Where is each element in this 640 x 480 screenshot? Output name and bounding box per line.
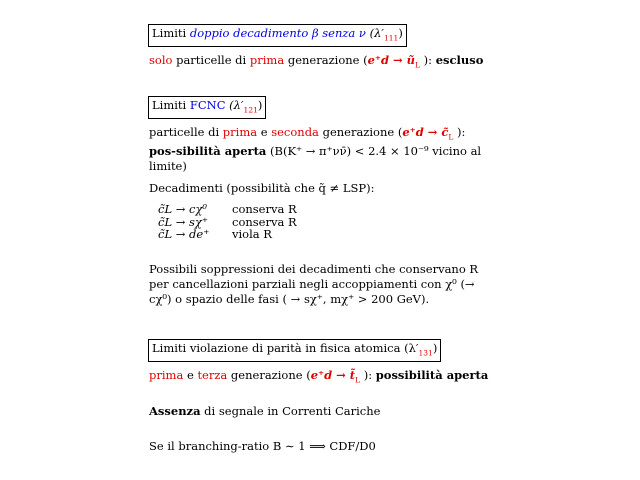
reaction: e⁺d → c̃	[402, 125, 449, 139]
kaon-limit: (B(K⁺ → π⁺νν̄) < 2.4 × 10⁻⁹ vicino al limite)	[149, 144, 482, 174]
box-coupling-index: 121	[243, 105, 258, 115]
highlight-prima: prima	[222, 125, 258, 139]
decay-process: c̃L → de⁺	[158, 227, 210, 241]
text: ):	[453, 125, 466, 139]
box-coupling: (λ′	[225, 98, 244, 112]
decay-process: c̃L → cχ⁰	[158, 202, 208, 216]
assenza-line	[149, 404, 380, 418]
decay-row	[158, 228, 297, 241]
box-coupling: (λ′	[369, 26, 384, 40]
reaction-sub: L	[355, 375, 361, 385]
decay-result: viola R	[232, 227, 272, 241]
assenza-label: Assenza	[149, 404, 201, 418]
text: e	[183, 368, 198, 382]
text: ):	[360, 368, 376, 382]
section2-title-box	[148, 96, 266, 119]
text: generazione (	[227, 368, 311, 382]
section3-statement	[149, 368, 488, 384]
highlight-prima: prima	[149, 368, 184, 382]
box-close: )	[398, 26, 403, 40]
text: particelle di	[149, 125, 223, 139]
result-possibilita-aperta: possibilità aperta	[375, 368, 489, 382]
text: particelle di	[172, 53, 250, 67]
box-coupling-index: 131	[418, 348, 433, 358]
box-text: Limiti violazione di parità in fisica atomica (λ′	[152, 341, 419, 355]
box-prefix: Limiti	[152, 98, 190, 112]
highlight-seconda: seconda	[271, 125, 319, 139]
box-prefix: Limiti	[152, 26, 190, 40]
reaction-sub: L	[415, 60, 421, 70]
decays-intro: Decadimenti (possibilità che q̃ ≠ LSP):	[149, 181, 375, 195]
suppression-note: Possibili soppressioni dei decadimenti che conservano R per cancellazioni parziali negli accoppiamenti con χ⁰ (→ cχ⁰) o spazio delle fasi ( → sχ⁺, mχ⁺ > 200 GeV).	[149, 262, 479, 306]
decay-result: conserva R	[232, 202, 297, 216]
section2-statement	[149, 125, 491, 174]
highlight-solo: solo	[149, 53, 173, 67]
text: ):	[420, 53, 436, 67]
decay-table	[158, 203, 297, 241]
section3-title-box	[148, 339, 441, 362]
result-escluso: escluso	[435, 53, 484, 67]
assenza-text: di segnale in Correnti Cariche	[200, 404, 381, 418]
highlight-terza: terza	[197, 368, 228, 382]
reaction: e⁺d → ũ	[367, 53, 416, 67]
box-close: )	[432, 341, 438, 355]
text: e	[257, 125, 272, 139]
section1-statement	[149, 53, 483, 69]
text: generazione (	[284, 53, 368, 67]
reaction: e⁺d → t̃	[310, 368, 356, 382]
box-coupling-index: 111	[383, 33, 399, 43]
text: generazione (	[318, 125, 403, 139]
branching-line: Se il branching-ratio B ∼ 1 ⟹ CDF/D0	[149, 439, 376, 453]
box-topic: FCNC	[189, 98, 226, 112]
highlight-prima: prima	[249, 53, 285, 67]
box-close: )	[257, 98, 263, 112]
result-possibilita-aperta: pos-sibilità aperta	[149, 144, 267, 159]
section1-title-box	[148, 24, 407, 47]
reaction-sub: L	[448, 132, 454, 142]
decay-process: c̃L → sχ⁺	[158, 214, 208, 229]
box-topic: doppio decadimento β senza ν	[189, 26, 366, 40]
decay-result: conserva R	[232, 214, 297, 229]
